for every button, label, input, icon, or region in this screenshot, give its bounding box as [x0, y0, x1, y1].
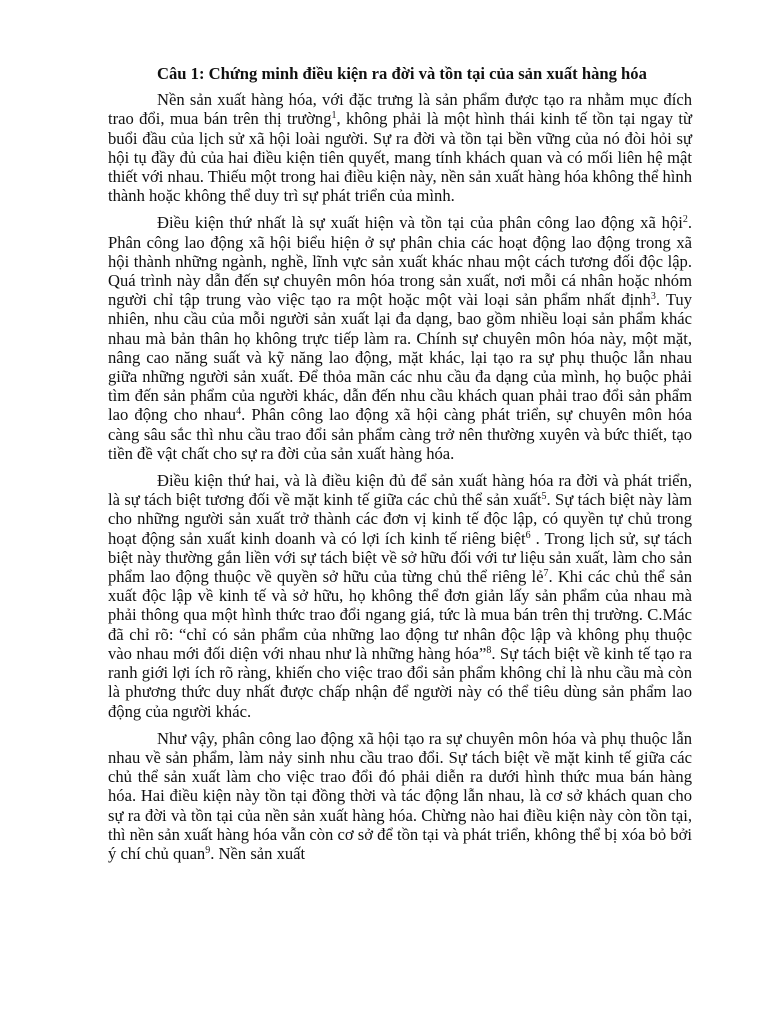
footnote-marker: 4 — [236, 406, 242, 418]
paragraph-text: Như vậy, phân công lao động xã hội tạo ra sự chuyên môn hóa và phụ thuộc lẫn nhau về sản phẩm, làm nảy sinh nhu cầu trao đổi. Sự tách biệt về mặt kinh tế giữa các chủ thể sản xuất làm cho việc trao đổi đó phải diễn ra dưới hình thức mua bán hàng hóa. Hai điều kiện này tồn tại đồng thời và tác động lẫn nhau, là cơ sở khách quan cho sự ra đời và tồn tại của nền sản xuất hàng hóa. Chừng nào hai điều kiện này còn tồn tại, thì nền sản xuất hàng hóa vẫn còn cơ sở để tồn tại và phát triển, không thể bị xóa bỏ bởi ý chí chủ quan — [108, 728, 692, 863]
footnote-marker: 8 — [486, 644, 492, 656]
paragraph-text: . Khi các chủ thể sản xuất độc lập về kinh tế và sở hữu, họ không thể đơn giản lấy sản phẩm của nhau mà phải thông qua một hình thức trao đổi ngang giá, tức là mua bán trên thị trường. C.Mác đã chỉ rõ: “chỉ có sản phẩm của những lao động tư nhân độc lập và không phụ thuộc vào nhau mới đối diện với nhau như là những hàng hóa” — [108, 567, 692, 663]
body-paragraph — [108, 213, 692, 463]
paragraph-text: . Phân công lao động xã hội biểu hiện ở sự phân chia các hoạt động lao động trong xã hội thành những ngành, nghề, lĩnh vực sản xuất khác nhau một cách tương đối độc lập. Quá trình này dẫn đến sự chuyên môn hóa trong sản xuất, nơi mỗi cá nhân hoặc nhóm người chỉ tập trung vào việc tạo ra một hoặc một vài loại sản phẩm nhất định — [108, 213, 692, 310]
footnote-marker: 2 — [682, 214, 688, 226]
footnote-marker: 1 — [331, 110, 337, 122]
footnote-marker: 7 — [543, 568, 549, 580]
paragraph-text: . Tuy nhiên, nhu cầu của mỗi người sản xuất lại đa dạng, bao gồm nhiều loại sản phẩm khác nhau mà bản thân họ không trực tiếp làm ra. Chính sự chuyên môn hóa này, một mặt, nâng cao năng suất và kỹ năng lao động, mặt khác, lại tạo ra sự phụ thuộc lẫn nhau giữa những người sản xuất. Để thỏa mãn các nhu cầu đa dạng của mình, họ buộc phải tìm đến sản phẩm của người khác, dẫn đến nhu cầu khách quan phải trao đổi sản phẩm lao động cho nhau — [108, 290, 692, 425]
body-paragraph — [108, 471, 692, 721]
paragraph-text: . Phân công lao động xã hội càng phát triển, sự chuyên môn hóa càng sâu sắc thì nhu cầu trao đổi sản phẩm càng trở nên thường xuyên và bức thiết, tạo tiền đề vật chất cho sự ra đời của sản xuất hàng hóa. — [108, 405, 692, 463]
paragraph-text: . Sự tách biệt về kinh tế tạo ra ranh giới lợi ích rõ ràng, khiến cho việc trao đổi sản phẩm không chỉ là nhu cầu mà còn là phương thức duy nhất được chấp nhận để người này có thể tiêu dùng sản phẩm lao động của người khác. — [108, 643, 692, 721]
paragraph-text: . Nền sản xuất — [210, 843, 306, 863]
paragraph-text: Điều kiện thứ hai, và là điều kiện đủ để sản xuất hàng hóa ra đời và phát triển, là sự tách biệt tương đối về mặt kinh tế giữa các chủ thể sản xuất — [108, 471, 692, 510]
paragraph-text: Nền sản xuất hàng hóa, với đặc trưng là sản phẩm được tạo ra nhằm mục đích trao đổi, mua bán trên thị trường — [108, 90, 692, 129]
paragraph-text: . Sự tách biệt này làm cho những người sản xuất trở thành các đơn vị kinh tế độc lập, có quyền tự chủ trong hoạt động sản xuất kinh doanh và có lợi ích kinh tế riêng biệt — [108, 490, 692, 548]
paragraph-text: . Trong lịch sử, sự tách biệt này thường gắn liền với sự tách biệt về sở hữu đối với tư liệu sản xuất, làm cho sản phẩm lao động thuộc về quyền sở hữu của từng chủ thể riêng lẻ — [108, 528, 692, 587]
footnote-marker: 5 — [541, 491, 547, 503]
document-title: Câu 1: Chứng minh điều kiện ra đời và tồn tại của sản xuất hàng hóa — [157, 64, 647, 83]
body-paragraph — [108, 729, 692, 863]
footnote-marker: 6 — [525, 529, 531, 541]
body-paragraph — [108, 90, 692, 205]
footnote-marker: 9 — [205, 844, 211, 856]
document-body — [108, 90, 692, 863]
footnote-marker: 3 — [650, 291, 656, 303]
paragraph-text: , không phải là một hình thái kinh tế tồn tại ngay từ buổi đầu của lịch sử xã hội loài người. Sự ra đời và tồn tại bền vững của nó đòi hỏi sự hội tụ đầy đủ của hai điều kiện tiên quyết, mang tính khách quan và có mối liên hệ mật thiết với nhau. Thiếu một trong hai điều kiện này, nền sản xuất hàng hóa không thể hình thành hoặc không thể duy trì sự phát triển của mình. — [108, 109, 692, 206]
paragraph-text: Điều kiện thứ nhất là sự xuất hiện và tồn tại của phân công lao động xã hội — [157, 213, 683, 233]
